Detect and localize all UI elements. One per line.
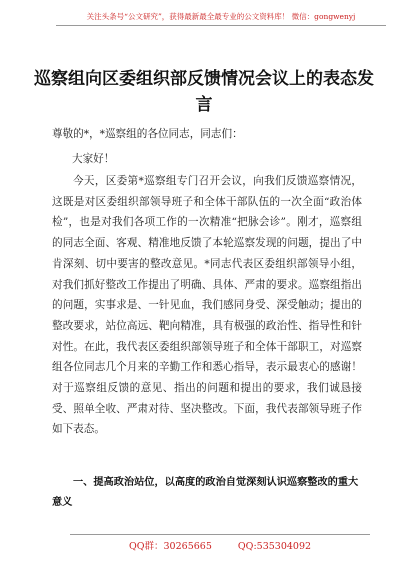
document-title: 巡察组向区委组织部反馈情况会议上的表态发言 — [34, 69, 374, 115]
footer-qq-group: QQ群：30265665 — [128, 541, 212, 552]
footer-qq: QQ:535304092 — [237, 541, 312, 552]
salutation: 尊敬的*，*巡察组的各位同志，同志们： — [52, 128, 243, 140]
footer-contact — [70, 534, 370, 552]
header-banner: 关注头条号“公文研究”，获得最新最全最专业的公文资料库！ 微信：gongwenyj — [56, 12, 386, 26]
body-paragraph: 今天，区委第*巡察组专门召开会议，向我们反馈巡察情况，这既是对区委组织部领导班子和全体干部队伍的一次全面“政治体检”，也是对我们各项工作的一次精准“把脉会诊”。刚才，巡察组的同志全面、客观、精准地反馈了本轮巡察发现的问题，提出了中肯深刻、切中要害的整改意见。*同志代表区委组织部领导小组，对我们抓好整改工作提出了明确、具体、严肃的要求。巡察组指出的问题，实事求是、一针见血，我们感同身受、深受触动；提出的整改要求，站位高远、靶向精准，具有极强的政治性、指导性和针对性。在此，我代表区委组织部领导班子和全体干部职工，对巡察组各位同志几个月来的辛勤工作和悉心指导，表示最衷心的感谢！对于巡察组反馈的意见、指出的问题和提出的要求，我们诚恳接受、照单全收、严肃对待、坚决整改。下面，我代表部领导班子作如下表态。 — [52, 175, 362, 436]
section-heading: 一、提高政治站位，以高度的政治自觉深刻认识巡察整改的重大意义 — [52, 477, 359, 508]
greeting: 大家好！ — [72, 153, 115, 165]
